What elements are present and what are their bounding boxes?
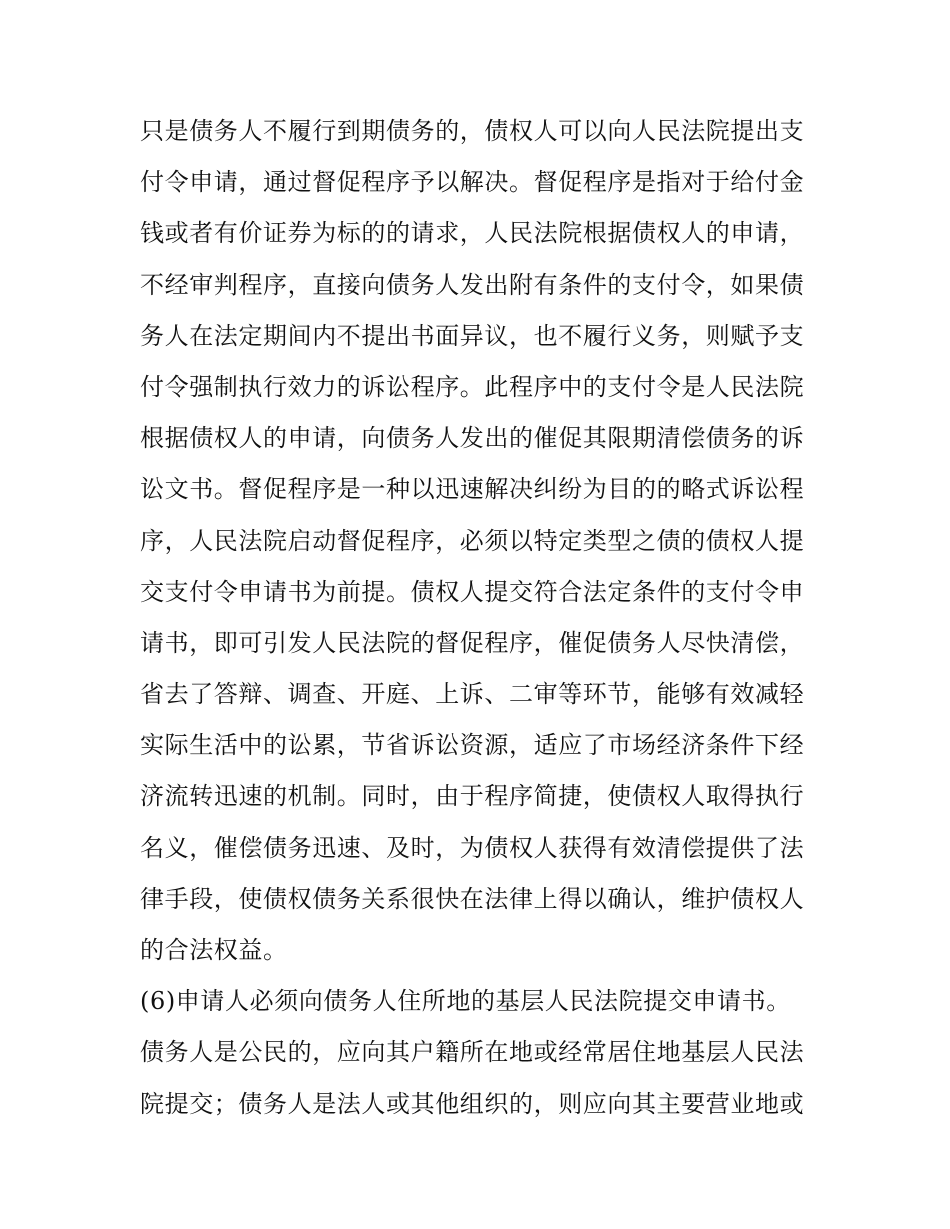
body-text bbox=[140, 106, 820, 1130]
text-line: 实际生活中的讼累，节省诉讼资源，适应了市场经济条件下经 bbox=[140, 731, 805, 760]
text-line: 债务人是公民的，应向其户籍所在地或经常居住地基层人民法 bbox=[140, 1038, 805, 1067]
text-line: 讼文书。督促程序是一种以迅速解决纠纷为目的的略式诉讼程 bbox=[140, 475, 805, 504]
text-line: 不经审判程序，直接向债务人发出附有条件的支付令，如果债 bbox=[140, 270, 805, 299]
text-line: 付令申请，通过督促程序予以解决。督促程序是指对于给付金 bbox=[140, 168, 805, 197]
text-line: 请书，即可引发人民法院的督促程序，催促债务人尽快清偿， bbox=[140, 628, 805, 657]
text-line: 省去了答辩、调查、开庭、上诉、二审等环节，能够有效减轻 bbox=[140, 680, 805, 709]
text-line: 的合法权益。 bbox=[140, 936, 288, 964]
list-item-heading: (6)申请人必须向债务人住所地的基层人民法院提交申请书。 bbox=[140, 987, 791, 1016]
text-line: 务人在法定期间内不提出书面异议，也不履行义务，则赋予支 bbox=[140, 321, 805, 350]
text-line: 院提交；债务人是法人或其他组织的，则应向其主要营业地或 bbox=[140, 1089, 805, 1118]
text-line: 只是债务人不履行到期债务的，债权人可以向人民法院提出支 bbox=[140, 117, 805, 145]
text-line: 济流转迅速的机制。同时，由于程序简捷，使债权人取得执行 bbox=[140, 782, 805, 811]
text-line: 名义，催偿债务迅速、及时，为债权人获得有效清偿提供了法 bbox=[140, 833, 805, 862]
text-line: 根据债权人的申请，向债务人发出的催促其限期清偿债务的诉 bbox=[140, 424, 805, 453]
text-line: 律手段，使债权债务关系很快在法律上得以确认，维护债权人 bbox=[140, 884, 805, 913]
text-line: 钱或者有价证券为标的的请求，人民法院根据债权人的申请， bbox=[140, 219, 805, 248]
text-line: 付令强制执行效力的诉讼程序。此程序中的支付令是人民法院 bbox=[140, 372, 805, 401]
text-line: 序，人民法院启动督促程序，必须以特定类型之债的债权人提 bbox=[140, 526, 805, 555]
text-line: 交支付令申请书为前提。债权人提交符合法定条件的支付令申 bbox=[140, 577, 805, 606]
